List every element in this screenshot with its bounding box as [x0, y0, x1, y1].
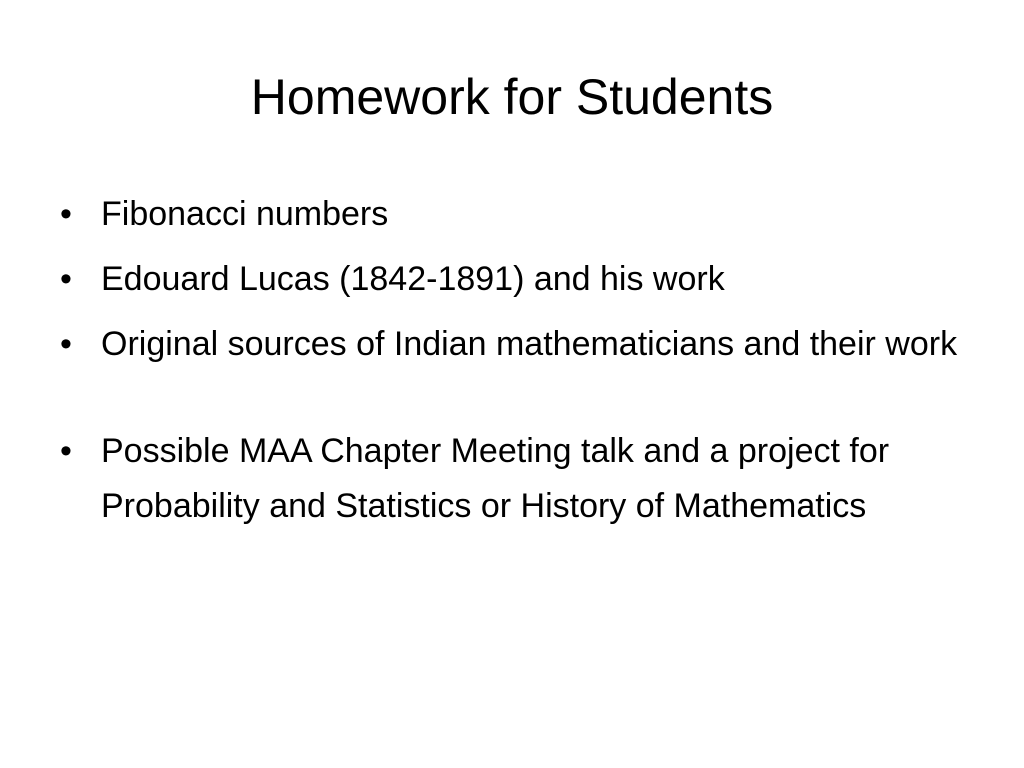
bullet-text: Possible MAA Chapter Meeting talk and a project for Probability and Statistics or History of Mathematics	[101, 432, 890, 525]
bullet-dot-icon: •	[60, 432, 72, 470]
bullet-dot-icon: •	[60, 195, 72, 233]
bullet-text: Fibonacci numbers	[101, 195, 389, 233]
bullet-text: Original sources of Indian mathematicians and their work	[101, 325, 958, 363]
bullet-dot-icon: •	[60, 325, 72, 363]
bullet-list	[56, 187, 976, 544]
slide-title: Homework for Students	[250, 69, 774, 125]
bullet-dot-icon: •	[60, 260, 72, 298]
bullet-text: Edouard Lucas (1842-1891) and his work	[101, 260, 725, 298]
bullet-item-fibonacci	[56, 187, 976, 242]
bullet-item-lucas	[56, 252, 976, 307]
bullet-item-indian-sources	[56, 317, 976, 372]
bullet-item-maa-talk	[56, 424, 976, 534]
